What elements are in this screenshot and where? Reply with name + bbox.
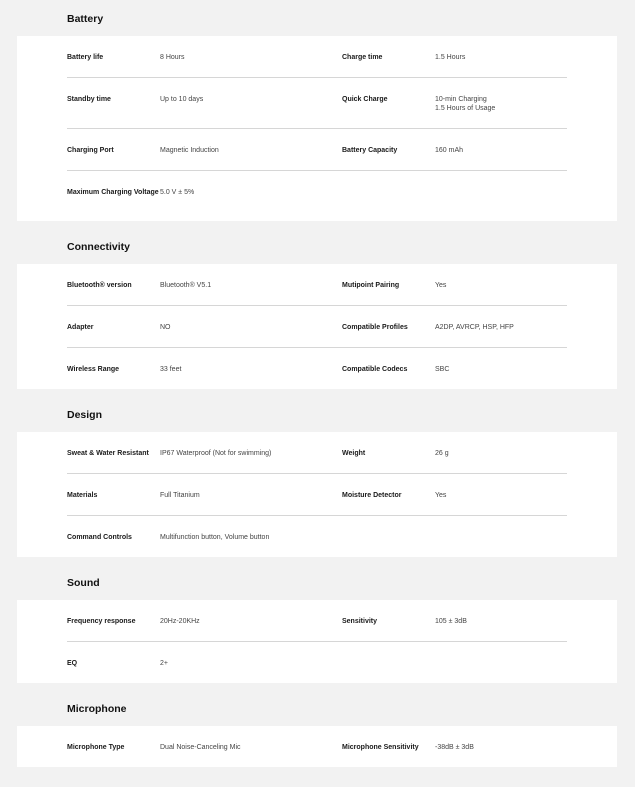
spec-row [67,516,567,557]
spec-value: SBC [435,366,450,373]
spec-value: Bluetooth® V5.1 [160,282,212,289]
spec-value: Full Titanium [160,492,200,499]
spec-label: Sweat & Water Resistant [67,450,149,457]
spec-row [67,171,567,221]
spec-value: Dual Noise-Canceling Mic [160,744,241,751]
spec-label: Charge time [342,54,383,61]
section-sound [0,564,635,683]
spec-label: Mutipoint Pairing [342,282,400,289]
spec-value: 160 mAh [435,147,464,154]
spec-label: Microphone Sensitivity [342,744,419,751]
section-design [0,396,635,557]
spec-card [17,600,617,683]
spec-label: Maximum Charging Voltage [67,189,159,196]
spec-label: Frequency response [67,618,136,625]
spec-value: 105 ± 3dB [435,618,467,625]
spec-value: NO [160,324,171,331]
spec-value: Multifunction button, Volume button [160,534,270,541]
spec-label: Compatible Codecs [342,366,408,373]
spec-label: Sensitivity [342,618,378,625]
section-battery [0,0,635,221]
spec-value: A2DP, AVRCP, HSP, HFP [435,324,514,331]
spec-card [17,432,617,557]
section-title: Design [67,409,103,421]
spec-value: 10-min Charging 1.5 Hours of Usage [435,96,496,112]
section-title: Connectivity [67,241,131,253]
spec-value: 8 Hours [160,54,185,61]
spec-label: Moisture Detector [342,492,402,499]
spec-value: Up to 10 days [160,96,204,103]
spec-row [67,36,567,78]
spec-value: IP67 Waterproof (Not for swimming) [160,450,272,457]
section-title: Microphone [67,703,127,715]
spec-row [67,432,567,474]
spec-value: 2+ [160,660,168,667]
spec-value: Yes [435,282,447,289]
spec-value: Magnetic Induction [160,147,219,154]
spec-label: Quick Charge [342,96,388,103]
spec-row [67,129,567,171]
section-microphone [0,690,635,767]
spec-value: -38dB ± 3dB [435,744,474,751]
section-title: Battery [67,13,104,25]
spec-label: Adapter [67,324,94,331]
spec-row [67,348,567,389]
spec-card [17,264,617,389]
spec-label: Command Controls [67,534,132,541]
spec-value: 26 g [435,450,449,457]
spec-value: 1.5 Hours [435,54,466,61]
spec-label: EQ [67,660,78,667]
spec-label: Charging Port [67,147,114,154]
spec-card [17,726,617,767]
spec-label: Bluetooth® version [67,282,132,289]
spec-row [67,306,567,348]
spec-row [67,600,567,642]
spec-row [67,474,567,516]
spec-label: Compatible Profiles [342,324,408,331]
section-title: Sound [67,577,100,589]
spec-card [17,36,617,221]
spec-value: Yes [435,492,447,499]
spec-row [67,726,567,767]
spec-value: 20Hz-20KHz [160,618,200,625]
section-connectivity [0,228,635,389]
spec-label: Standby time [67,96,111,103]
spec-label: Materials [67,492,98,499]
spec-label: Battery Capacity [342,147,398,154]
spec-label: Weight [342,450,366,457]
spec-label: Microphone Type [67,744,125,751]
spec-value: 5.0 V ± 5% [160,189,195,196]
spec-value: 33 feet [160,366,182,373]
spec-label: Wireless Range [67,366,120,373]
spec-label: Battery life [67,54,104,61]
spec-row [67,264,567,306]
spec-row [67,78,567,129]
spec-row [67,642,567,683]
